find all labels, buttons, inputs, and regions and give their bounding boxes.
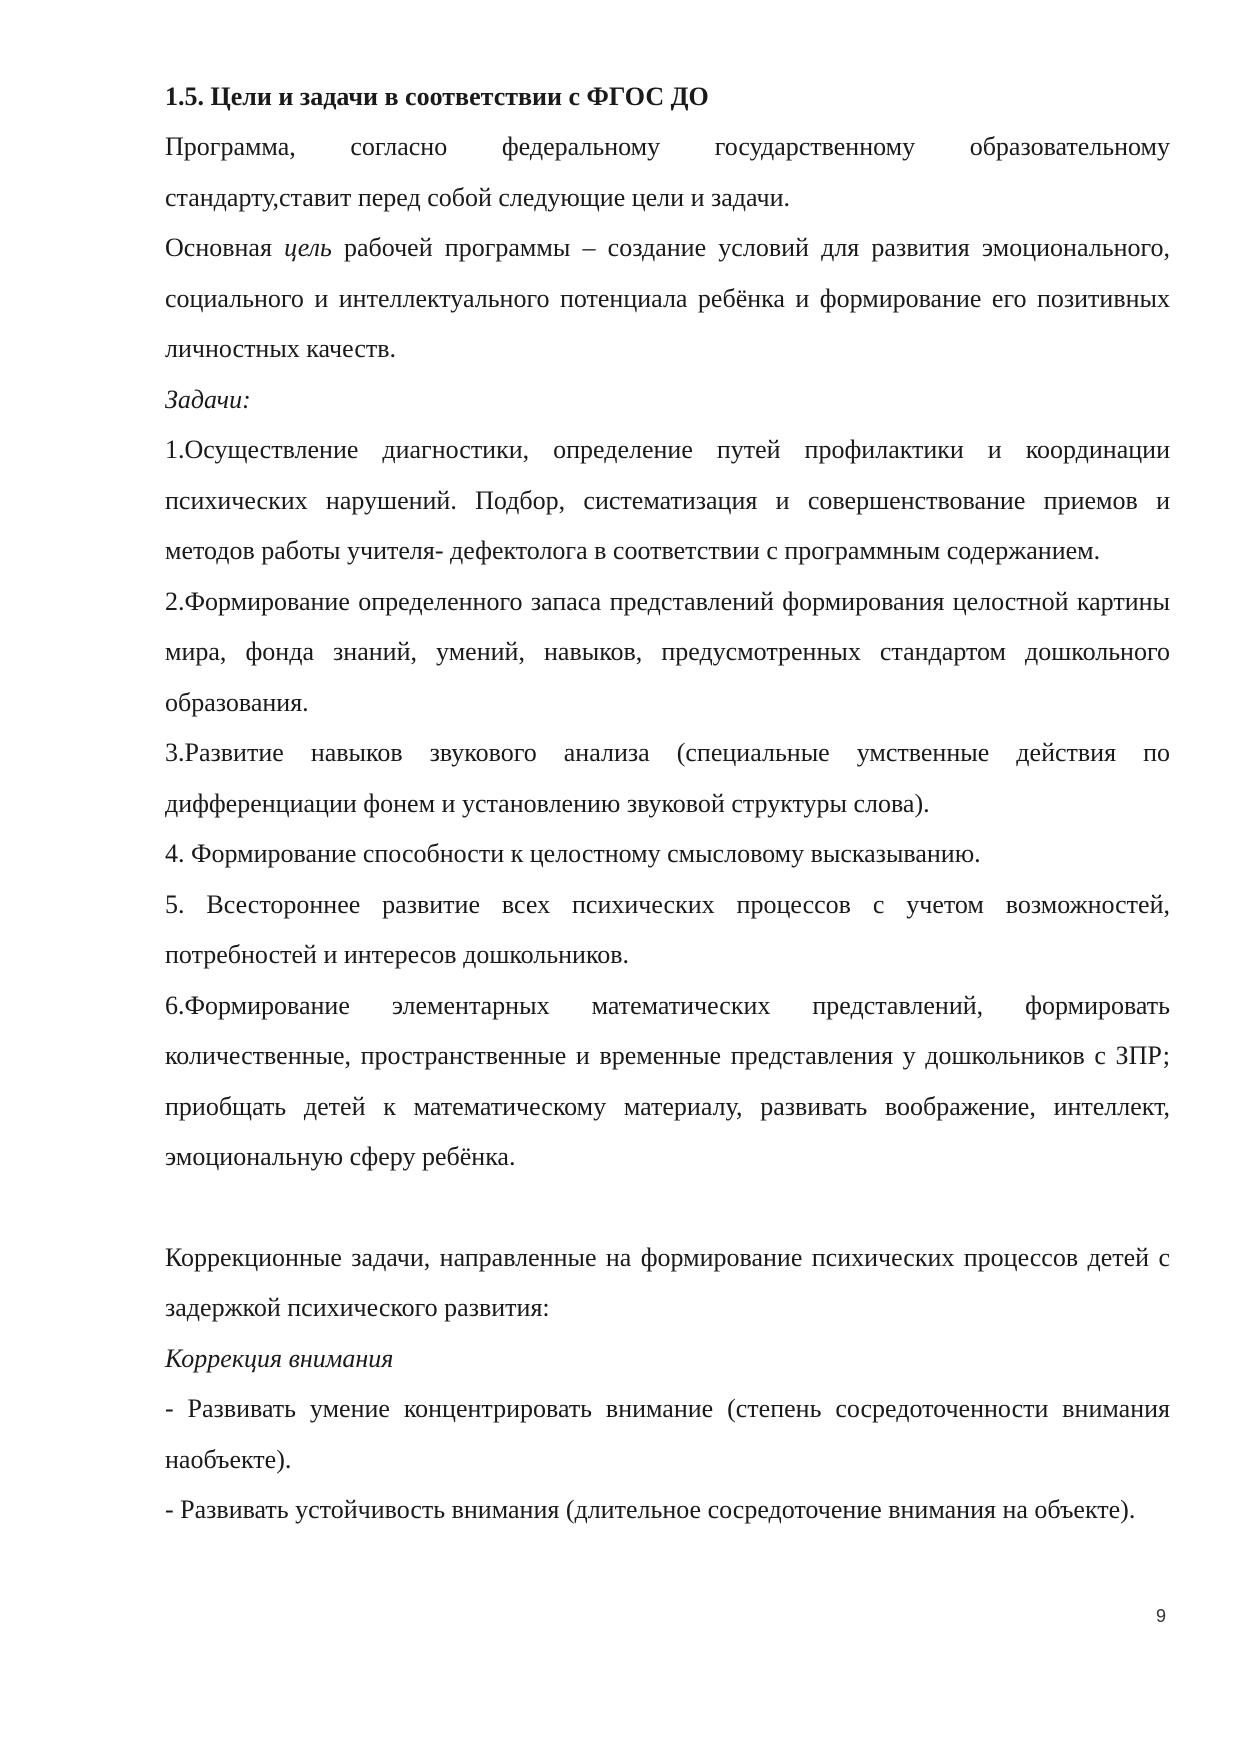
section-title: 1.5. Цели и задачи в соответствии с ФГОС ДО <box>165 82 709 111</box>
task-item-1: 1.Осуществление диагностики, определение путей профилактики и координации психических нарушений. Подбор, систематизация и совершенствование приемов и методов работы учителя- дефектолога в соответствии с программным содержанием. <box>165 435 1170 565</box>
task-item-5: 5. Всестороннее развитие всех психических процессов с учетом возможностей, потребностей и интересов дошкольников. <box>165 889 1170 969</box>
goal-emphasis: цель <box>284 233 332 262</box>
attention-heading: Коррекция внимания <box>165 1343 394 1373</box>
correction-intro: Коррекционные задачи, направленные на формирование психических процессов детей с задержкой психического развития: <box>165 1242 1170 1322</box>
attention-item-1: - Развивать умение концентрировать внимание (степень сосредоточенности внимания наобъекте). <box>165 1394 1170 1474</box>
task-item-2: 2.Формирование определенного запаса представлений формирования целостной картины мира, фонда знаний, умений, навыков, предусмотренных стандартом дошкольного образования. <box>165 586 1170 717</box>
page-number: 9 <box>1156 1606 1167 1626</box>
task-item-6: 6.Формирование элементарных математических представлений, формировать количественные, пространственные и временные представления у дошкольников с ЗПР; приобщать детей к математическому материалу, развивать воображение, интеллект, эмоциональную сферу ребёнка. <box>165 990 1170 1171</box>
goal-paragraph <box>165 223 1170 375</box>
intro-paragraph: Программа, согласно федеральному государственному образовательному стандарту,ставит перед собой следующие цели и задачи. <box>165 132 1170 212</box>
goal-prefix: Основная <box>165 233 285 262</box>
task-item-4: 4. Формирование способности к целостному смысловому высказыванию. <box>165 839 981 868</box>
task-item-3: 3.Развитие навыков звукового анализа (специальные умственные действия по дифференциации фонем и установлению звуковой структуры слова). <box>165 738 1170 818</box>
tasks-heading: Задачи: <box>165 384 251 414</box>
attention-item-2: - Развивать устойчивость внимания (длительное сосредоточение внимания на объекте). <box>165 1495 1136 1524</box>
goal-suffix: рабочей программы – создание условий для развития эмоционального, социального и интеллектуального потенциала ребёнка и формирование его позитивных личностных качеств. <box>165 233 1171 363</box>
document-page <box>165 72 1170 1536</box>
blank-line <box>165 1183 1170 1233</box>
